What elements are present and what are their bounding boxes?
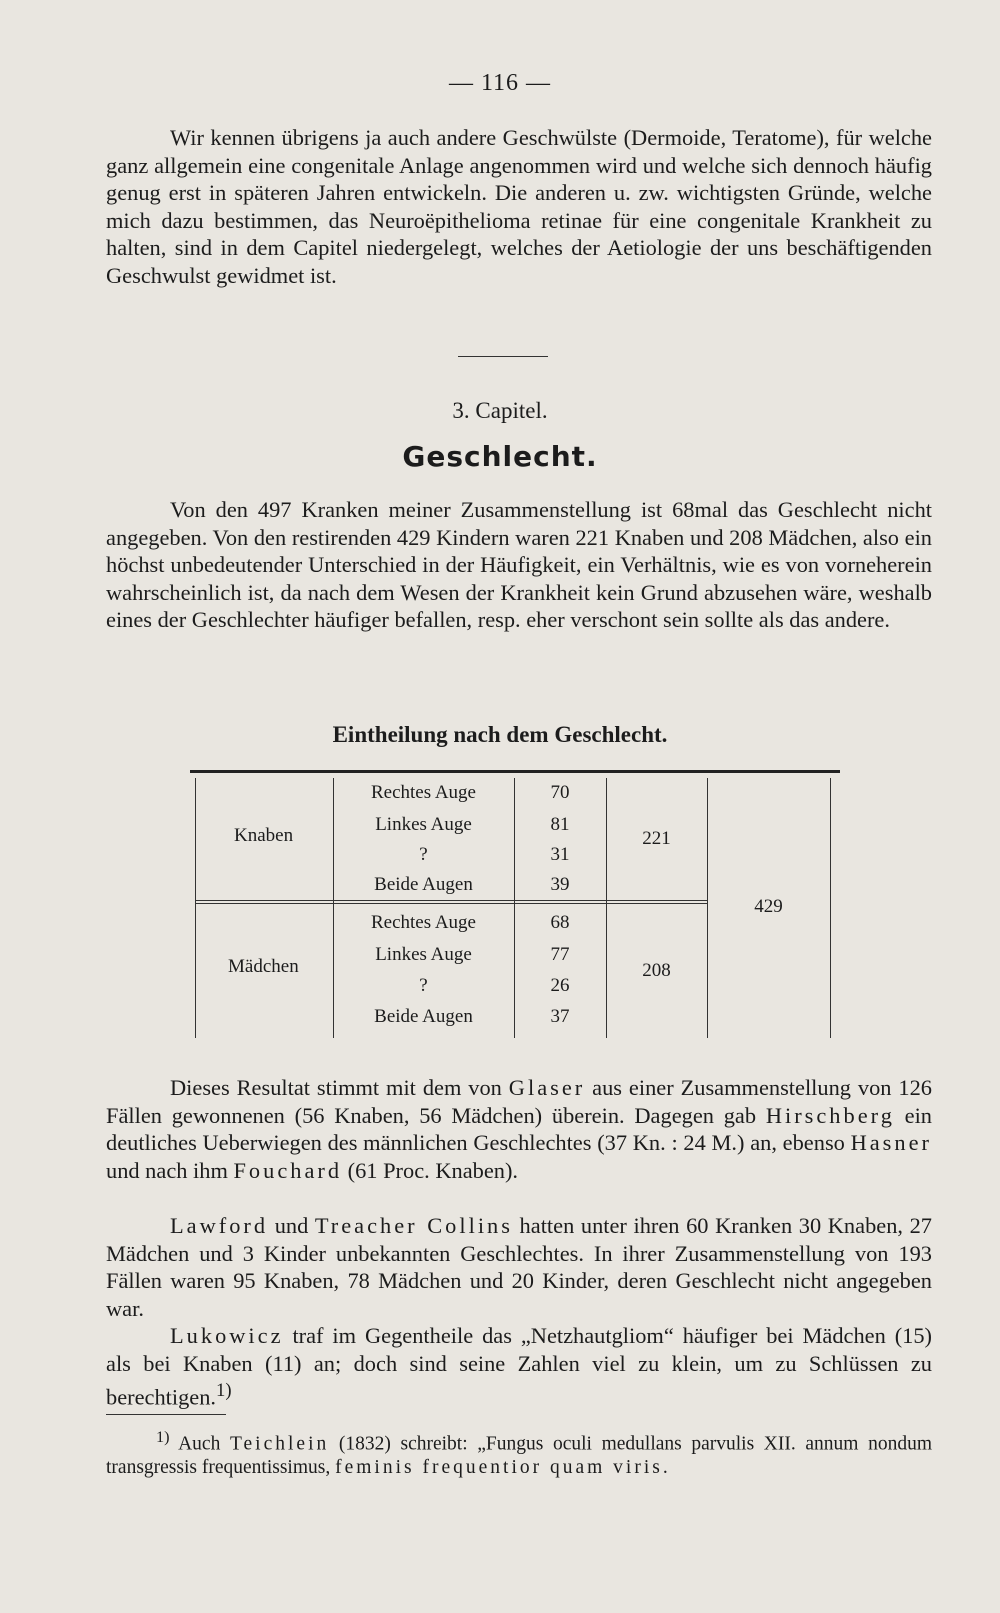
text-run: ein deutliches Ueberwiegen des männlichen Geschlechtes (37 Kn. : 24 M.) an, ebenso: [106, 1102, 933, 1156]
group-label: Knaben: [234, 825, 294, 846]
eye-label: Beide Augen: [374, 1006, 473, 1027]
text-run: Auch: [169, 1433, 230, 1455]
emphasis-text: feminis frequentior quam viris: [335, 1456, 663, 1478]
section-heading: Geschlecht.: [402, 440, 598, 473]
eye-label: Rechtes Auge: [370, 912, 476, 933]
table-group-divider: [195, 900, 707, 901]
author-name: Teichlein: [229, 1433, 330, 1455]
page-number: — 116 —: [448, 70, 552, 96]
sex-distribution-table: [190, 770, 840, 1045]
text-run: .: [662, 1456, 668, 1478]
count-value: 77: [550, 944, 570, 965]
table-border-right: [830, 778, 831, 1038]
count-value: 26: [550, 975, 570, 996]
paragraph-lukowicz: [106, 1322, 932, 1411]
group-label: Mädchen: [228, 956, 299, 977]
text-run: und: [268, 1213, 315, 1238]
table-col-divider: [606, 778, 607, 1038]
eye-label: Beide Augen: [374, 874, 473, 895]
chapter-label: 3. Capitel.: [452, 398, 548, 423]
table-border-left: [195, 778, 196, 1038]
author-name: Treacher Collins: [314, 1213, 513, 1238]
section-divider: [458, 356, 548, 357]
total-value: 429: [754, 896, 783, 917]
text-run: traf im Gegentheile das „Netzhautgliom“ häufiger bei Mädchen (15) als bei Knaben (11) an; doch sind seine Zahlen viel zu klein, um zu Schlüssen zu berechtigen.: [106, 1323, 932, 1410]
eye-label: Rechtes Auge: [370, 782, 476, 803]
paragraph-sex-counts: Von den 497 Kranken meiner Zusammenstellung ist 68mal das Geschlecht nicht angegeben. Von den restirenden 429 Kindern waren 221 Knaben und 208 Mädchen, also ein höchst unbedeutender Unterschied in der Häufigkeit, ein Verhältnis, wie es von vorneherein wahrscheinlich ist, da nach dem Wesen der Krankheit kein Grund abzusehen wäre, weshalb eines der Geschlechter häufiger befallen, resp. eher verschont sein sollte als das andere.: [106, 497, 932, 633]
table-group-divider: [195, 903, 707, 904]
author-name: Hirschberg: [765, 1102, 895, 1128]
intro-paragraph: Wir kennen übrigens ja auch andere Geschwülste (Dermoide, Teratome), für welche ganz allgemein eine congenitale Anlage angenommen wird und welche sich dennoch häufig genug erst in späteren Jahren entwickeln. Die anderen u. zw. wichtigsten Gründe, welche mich dazu bestimmen, das Neuroëpithelioma retinae für eine congenitale Krankheit zu halten, sind in dem Capitel niedergelegt, welches der Aetiologie der uns beschäftigenden Geschwulst gewidmet ist.: [106, 125, 932, 288]
text-run: aus einer Zusammenstellung von 126 Fällen gewonnenen (56 Knaben, 56 Mädchen) überein. Dagegen gab: [106, 1075, 932, 1128]
footnote-marker: 1): [216, 1380, 232, 1402]
footnote-mark: 1): [156, 1428, 170, 1446]
eye-label: ?: [419, 844, 428, 865]
count-value: 37: [550, 1006, 570, 1027]
text-run: (1832) schreibt: „Fungus oculi medullans parvulis XII. annum nondum transgressis frequentissimus,: [106, 1433, 932, 1478]
author-name: Fouchard: [233, 1157, 343, 1183]
count-value: 39: [550, 874, 570, 895]
text-run: und nach ihm: [106, 1157, 234, 1183]
paragraph-lawford-collins: [106, 1212, 932, 1322]
author-name: Lukowicz: [170, 1323, 284, 1348]
author-name: Glaser: [508, 1075, 586, 1100]
text-run: Dieses Resultat stimmt mit dem von: [170, 1075, 509, 1100]
text-run: (61 Proc. Knaben).: [342, 1157, 519, 1183]
count-value: 70: [550, 782, 570, 803]
author-name: Hasner: [850, 1130, 932, 1156]
subtotal-value: 221: [642, 828, 671, 849]
paragraph-other-studies: [106, 1074, 932, 1184]
footnote: [106, 1426, 932, 1479]
author-name: Lawford: [170, 1213, 269, 1238]
count-value: 81: [550, 814, 570, 835]
count-value: 31: [550, 844, 570, 865]
eye-label: ?: [419, 975, 428, 996]
eye-label: Linkes Auge: [375, 944, 472, 965]
eye-label: Linkes Auge: [375, 814, 472, 835]
count-value: 68: [550, 912, 570, 933]
table-title: Eintheilung nach dem Geschlecht.: [332, 722, 668, 747]
footnote-rule: [106, 1414, 226, 1415]
subtotal-value: 208: [642, 960, 671, 981]
text-run: hatten unter ihren 60 Kranken 30 Knaben, 27 Mädchen und 3 Kinder unbekannten Geschlechtes. In ihrer Zusammenstellung von 193 Fällen waren 95 Knaben, 78 Mädchen und 20 Kinder, deren Geschlecht nicht angegeben war.: [106, 1213, 932, 1321]
table-top-rule: [190, 770, 840, 773]
